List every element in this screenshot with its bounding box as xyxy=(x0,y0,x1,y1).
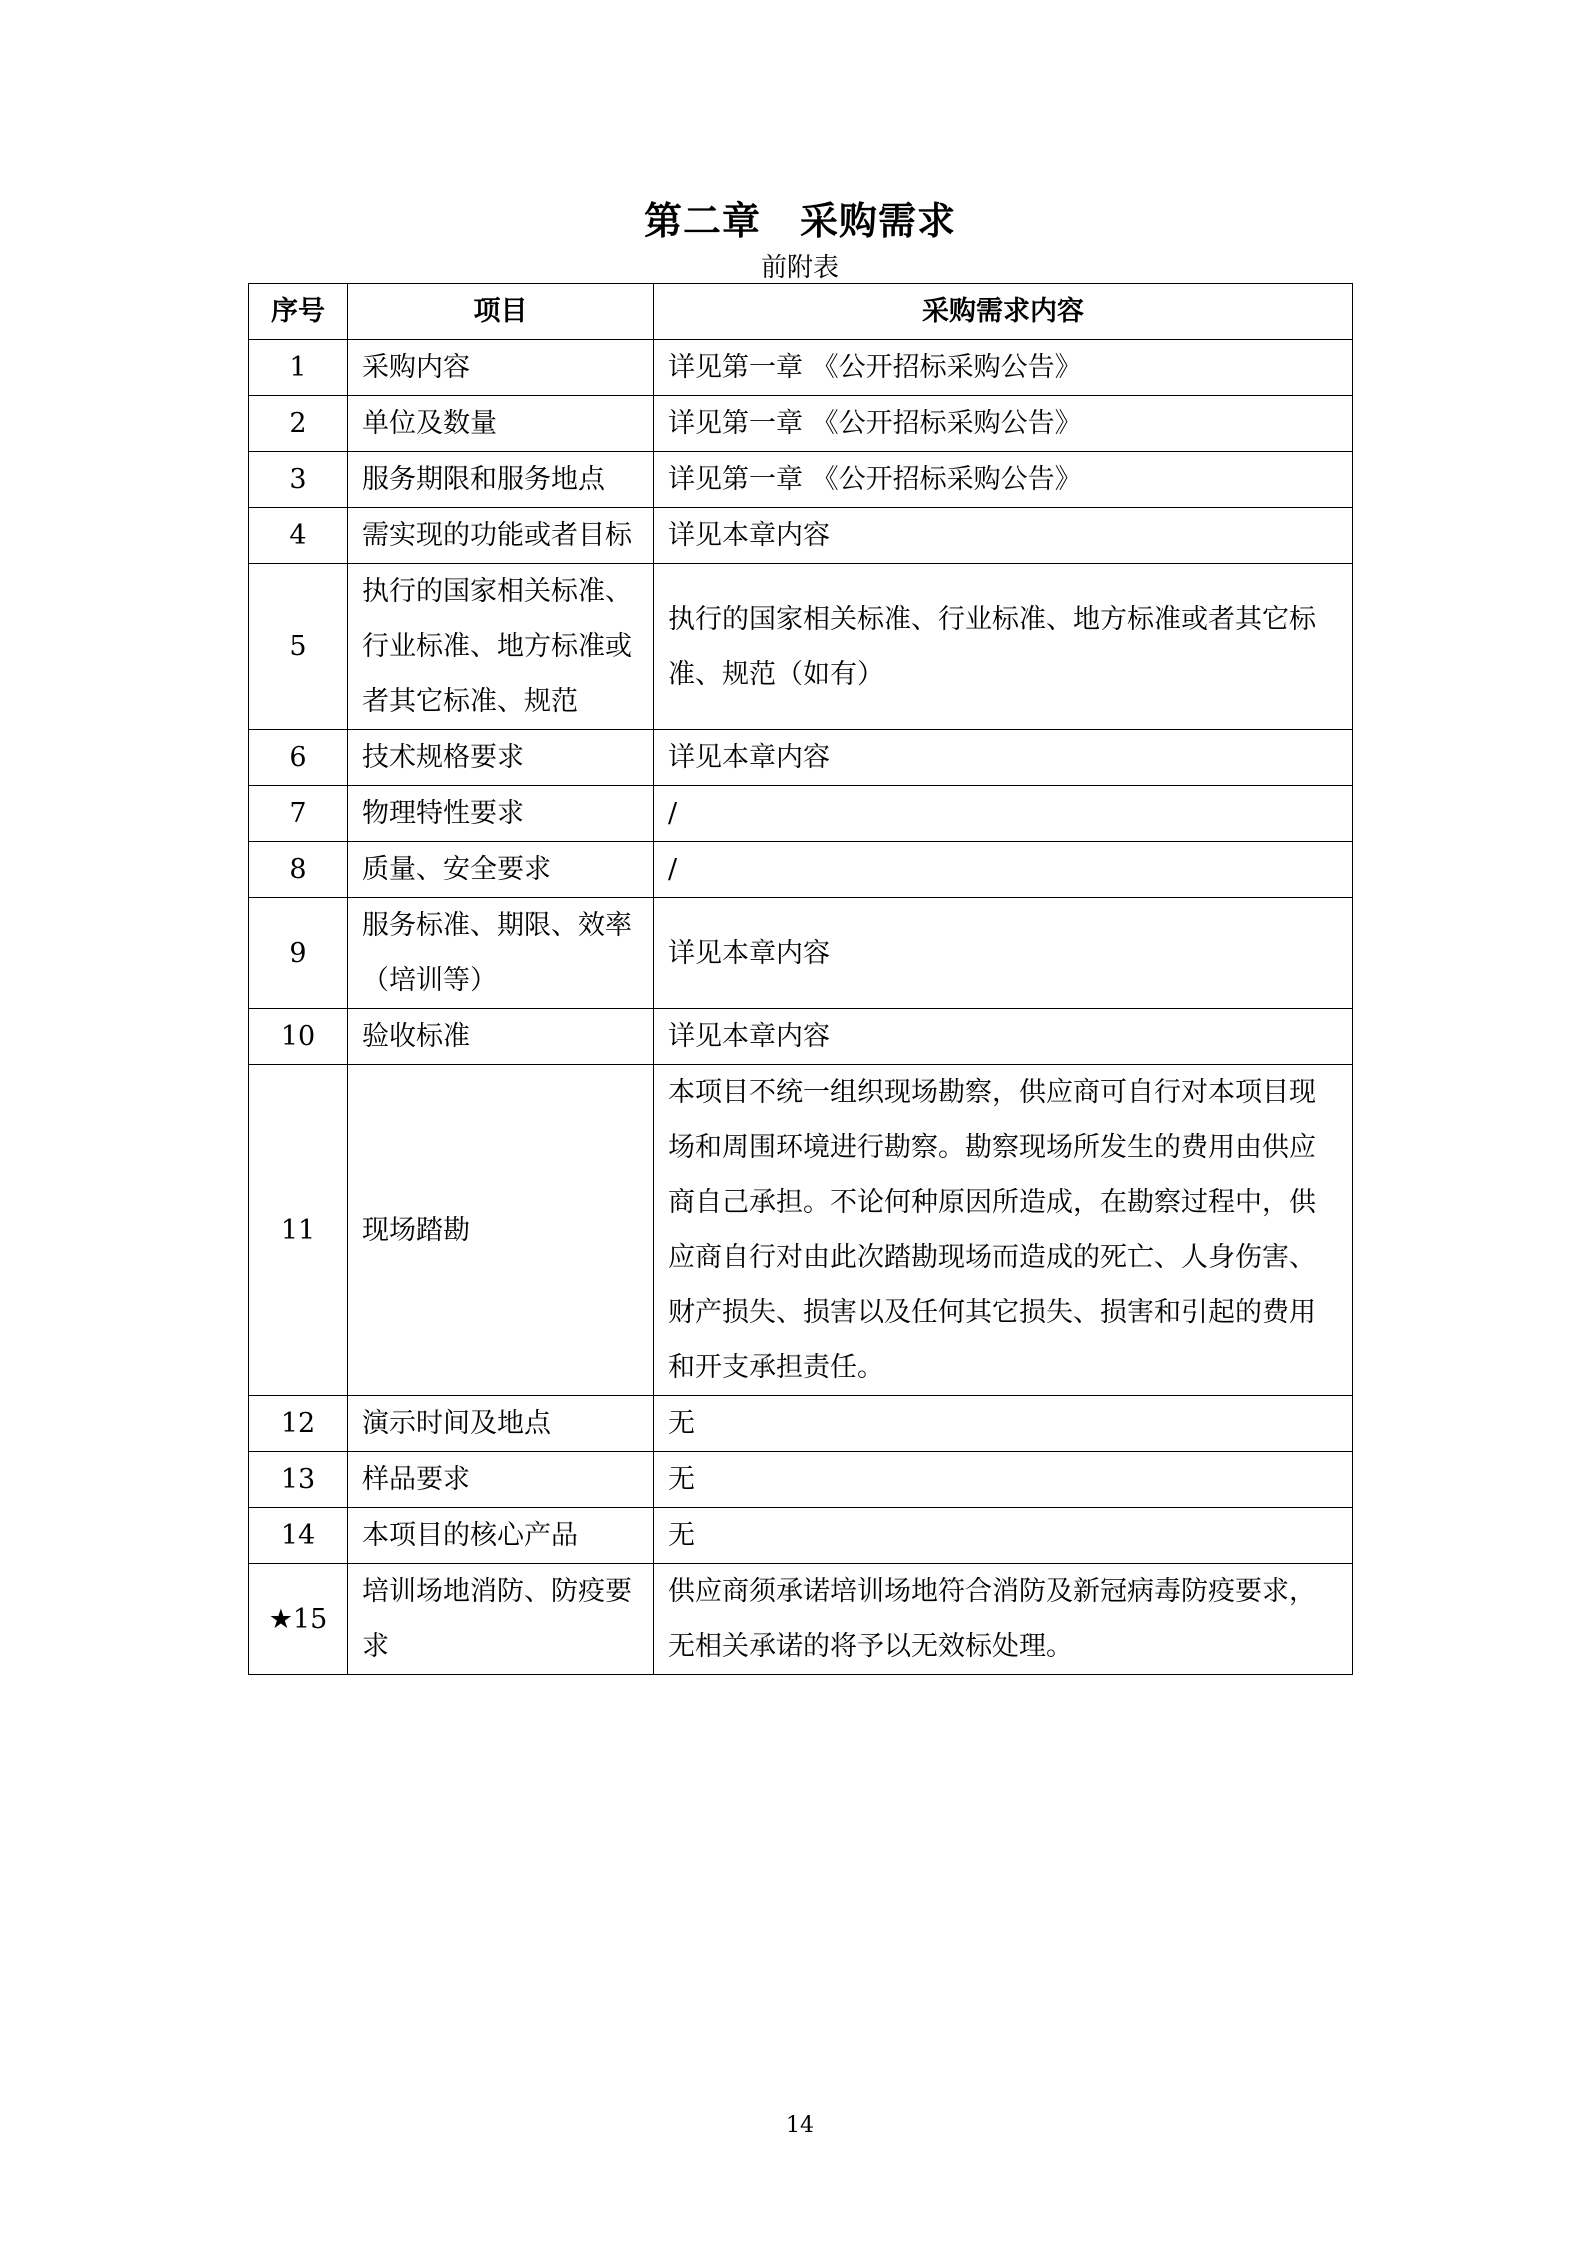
row-item: 单位及数量 xyxy=(348,396,654,452)
row-content: 详见第一章 《公开招标采购公告》 xyxy=(654,452,1353,508)
row-content: / xyxy=(654,842,1353,898)
table-header-row xyxy=(249,284,1353,340)
row-content: 详见本章内容 xyxy=(654,898,1353,1009)
row-number: 8 xyxy=(249,842,348,898)
row-item: 样品要求 xyxy=(348,1452,654,1508)
row-content: 详见第一章 《公开招标采购公告》 xyxy=(654,340,1353,396)
chapter-title: 第二章 采购需求 xyxy=(643,198,956,243)
row-item: 服务标准、期限、效率（培训等） xyxy=(348,898,654,1009)
table-row xyxy=(249,786,1353,842)
row-number: 9 xyxy=(249,898,348,1009)
row-item: 演示时间及地点 xyxy=(348,1396,654,1452)
row-number: 3 xyxy=(249,452,348,508)
row-item: 采购内容 xyxy=(348,340,654,396)
requirements-table xyxy=(248,283,1353,1675)
table-row xyxy=(249,842,1353,898)
row-item: 培训场地消防、防疫要求 xyxy=(348,1564,654,1675)
row-number: 4 xyxy=(249,508,348,564)
row-content: 无 xyxy=(654,1452,1353,1508)
row-item: 本项目的核心产品 xyxy=(348,1508,654,1564)
row-number: 11 xyxy=(249,1065,348,1396)
row-content: 供应商须承诺培训场地符合消防及新冠病毒防疫要求，无相关承诺的将予以无效标处理。 xyxy=(654,1564,1353,1675)
table-row xyxy=(249,1396,1353,1452)
row-number: 7 xyxy=(249,786,348,842)
row-content: 无 xyxy=(654,1396,1353,1452)
row-content: 执行的国家相关标准、行业标准、地方标准或者其它标准、规范（如有） xyxy=(654,564,1353,730)
row-number: 5 xyxy=(249,564,348,730)
row-item: 质量、安全要求 xyxy=(348,842,654,898)
row-item: 物理特性要求 xyxy=(348,786,654,842)
row-item: 执行的国家相关标准、行业标准、地方标准或者其它标准、规范 xyxy=(348,564,654,730)
table-row xyxy=(249,1452,1353,1508)
table-row xyxy=(249,1065,1353,1396)
row-item: 现场踏勘 xyxy=(348,1065,654,1396)
row-content: / xyxy=(654,786,1353,842)
table-row xyxy=(249,452,1353,508)
table-row xyxy=(249,730,1353,786)
row-content: 详见本章内容 xyxy=(654,508,1353,564)
table-row xyxy=(249,1009,1353,1065)
header-num: 序号 xyxy=(249,284,348,340)
table-row xyxy=(249,564,1353,730)
page-number: 14 xyxy=(786,2113,814,2138)
row-content: 详见本章内容 xyxy=(654,730,1353,786)
row-number: 14 xyxy=(249,1508,348,1564)
row-item: 需实现的功能或者目标 xyxy=(348,508,654,564)
table-row xyxy=(249,340,1353,396)
row-number: 2 xyxy=(249,396,348,452)
row-content: 详见本章内容 xyxy=(654,1009,1353,1065)
row-content: 无 xyxy=(654,1508,1353,1564)
table-row xyxy=(249,898,1353,1009)
header-content: 采购需求内容 xyxy=(654,284,1353,340)
table-row xyxy=(249,396,1353,452)
row-number: ★15 xyxy=(249,1564,348,1675)
row-content: 详见第一章 《公开招标采购公告》 xyxy=(654,396,1353,452)
table-row xyxy=(249,1564,1353,1675)
row-number: 1 xyxy=(249,340,348,396)
row-item: 验收标准 xyxy=(348,1009,654,1065)
table-row xyxy=(249,508,1353,564)
row-item: 技术规格要求 xyxy=(348,730,654,786)
row-item: 服务期限和服务地点 xyxy=(348,452,654,508)
row-number: 6 xyxy=(249,730,348,786)
row-number: 13 xyxy=(249,1452,348,1508)
table-row xyxy=(249,1508,1353,1564)
row-content: 本项目不统一组织现场勘察，供应商可自行对本项目现场和周围环境进行勘察。勘察现场所发生的费用由供应商自己承担。不论何种原因所造成，在勘察过程中，供应商自行对由此次踏勘现场而造成的死亡、人身伤害、财产损失、损害以及任何其它损失、损害和引起的费用和开支承担责任。 xyxy=(654,1065,1353,1396)
row-number: 10 xyxy=(249,1009,348,1065)
row-number: 12 xyxy=(249,1396,348,1452)
table-caption: 前附表 xyxy=(760,253,839,283)
header-item: 项目 xyxy=(348,284,654,340)
